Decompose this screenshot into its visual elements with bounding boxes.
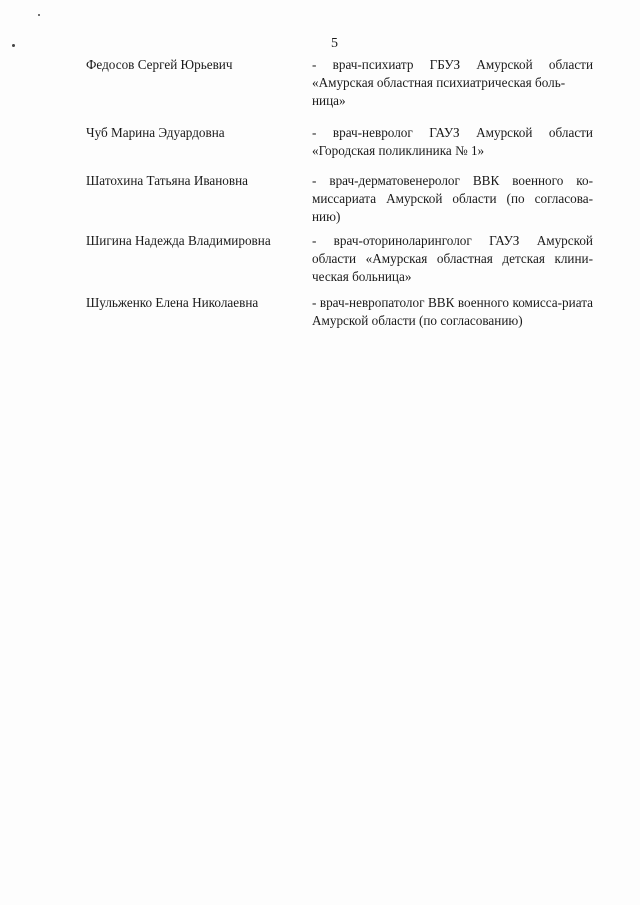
page-number: 5 <box>331 36 338 51</box>
person-position: - врач-невролог ГАУЗ Амурской области «Городская поликлиника № 1» <box>312 125 593 158</box>
person-name: Шульженко Елена Николаевна <box>86 295 259 310</box>
person-position: - врач-оториноларинголог ГАУЗ Амурской области «Амурская областная детская клини-ческая больница» <box>312 233 593 284</box>
person-name: Чуб Марина Эдуардовна <box>86 125 225 140</box>
scan-speck <box>12 44 15 47</box>
person-position: - врач-дерматовенеролог ВВК военного ко-миссариата Амурской области (по согласова-нию) <box>312 173 593 224</box>
person-name: Шатохина Татьяна Ивановна <box>86 173 249 188</box>
scan-speck <box>38 14 40 16</box>
person-position: - врач-психиатр ГБУЗ Амурской области «Амурская областная психиатрическая боль- ница» <box>312 57 593 108</box>
person-position: - врач-невропатолог ВВК военного комисса-риата Амурской области (по согласованию) <box>312 295 593 328</box>
person-name: Шигина Надежда Владимировна <box>86 233 271 248</box>
person-name: Федосов Сергей Юрьевич <box>86 57 233 72</box>
